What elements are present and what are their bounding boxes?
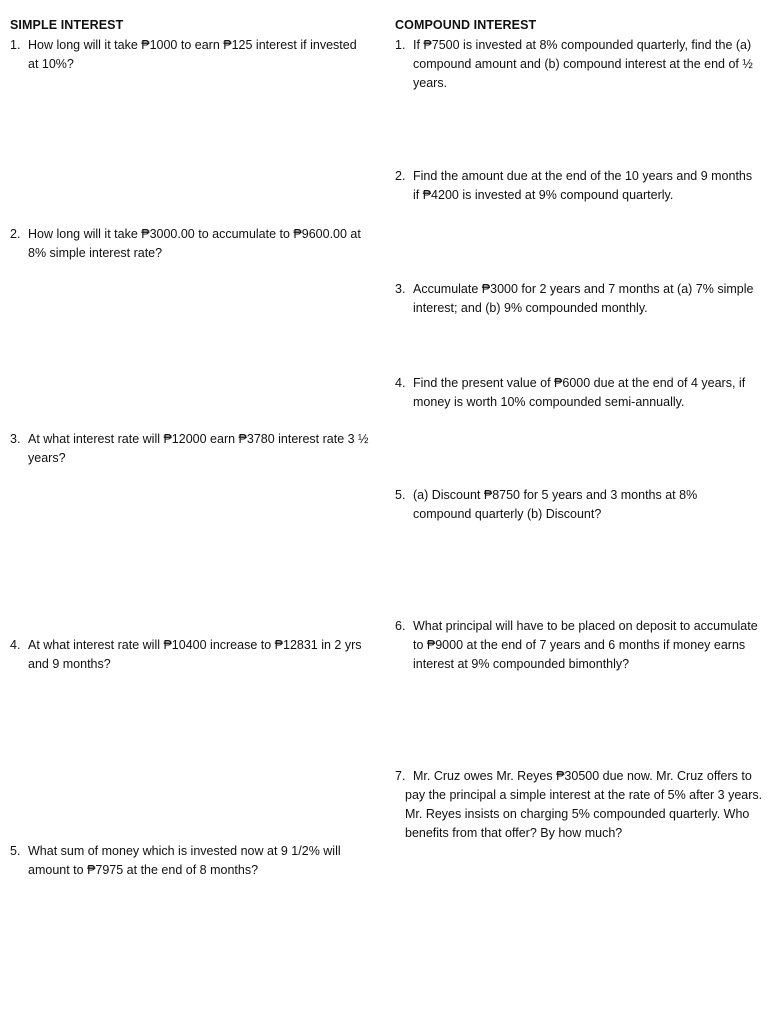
compound-question-5 <box>395 486 715 524</box>
compound-question-7 <box>395 767 765 843</box>
question-number: 1. <box>10 38 21 52</box>
simple-question-4 <box>10 636 372 674</box>
question-number: 4. <box>10 638 21 652</box>
question-number: 3. <box>10 432 21 446</box>
simple-question-5 <box>10 842 370 880</box>
question-text: How long will it take ₱3000.00 to accumulate to ₱9600.00 at 8% simple interest rate? <box>28 227 361 260</box>
question-number: 7. <box>395 769 406 783</box>
compound-question-6 <box>395 617 760 674</box>
question-text: (a) Discount ₱8750 for 5 years and 3 months at 8% compound quarterly (b) Discount? <box>413 488 698 521</box>
compound-interest-heading: COMPOUND INTEREST <box>395 18 537 32</box>
question-number: 4. <box>395 376 406 390</box>
compound-question-2 <box>395 167 760 205</box>
simple-question-1 <box>10 36 370 74</box>
question-number: 5. <box>395 488 406 502</box>
compound-question-3 <box>395 280 760 318</box>
question-number: 5. <box>10 844 21 858</box>
question-text: Mr. Cruz owes Mr. Reyes ₱30500 due now. Mr. Cruz offers to pay the principal a simple interest at the rate of 5% after 3 years. Mr. Reyes insists on charging 5% compounded quarterly. Who benefits from that offer? By how much? <box>405 769 763 840</box>
question-number: 3. <box>395 282 406 296</box>
question-text: Find the amount due at the end of the 10 years and 9 months if ₱4200 is invested at 9% compound quarterly. <box>413 169 753 202</box>
simple-question-2 <box>10 225 370 263</box>
question-text: At what interest rate will ₱10400 increase to ₱12831 in 2 yrs and 9 months? <box>28 638 362 671</box>
question-text: If ₱7500 is invested at 8% compounded quarterly, find the (a) compound amount and (b) compound interest at the end of ½ years. <box>413 38 753 90</box>
question-text: At what interest rate will ₱12000 earn ₱3780 interest rate 3 ½ years? <box>28 432 369 465</box>
question-number: 2. <box>395 169 406 183</box>
question-text: How long will it take ₱1000 to earn ₱125 interest if invested at 10%? <box>28 38 357 71</box>
question-text: Accumulate ₱3000 for 2 years and 7 months at (a) 7% simple interest; and (b) 9% compounded monthly. <box>413 282 754 315</box>
question-text: Find the present value of ₱6000 due at the end of 4 years, if money is worth 10% compounded semi-annually. <box>413 376 746 409</box>
simple-question-3 <box>10 430 370 468</box>
compound-question-1 <box>395 36 760 93</box>
question-number: 1. <box>395 38 406 52</box>
question-text: What sum of money which is invested now at 9 1/2% will amount to ₱7975 at the end of 8 months? <box>28 844 341 877</box>
simple-interest-heading: SIMPLE INTEREST <box>10 18 124 32</box>
question-number: 6. <box>395 619 406 633</box>
question-number: 2. <box>10 227 21 241</box>
compound-question-4 <box>395 374 760 412</box>
question-text: What principal will have to be placed on deposit to accumulate to ₱9000 at the end of 7 years and 6 months if money earns interest at 9% compounded bimonthly? <box>413 619 758 671</box>
